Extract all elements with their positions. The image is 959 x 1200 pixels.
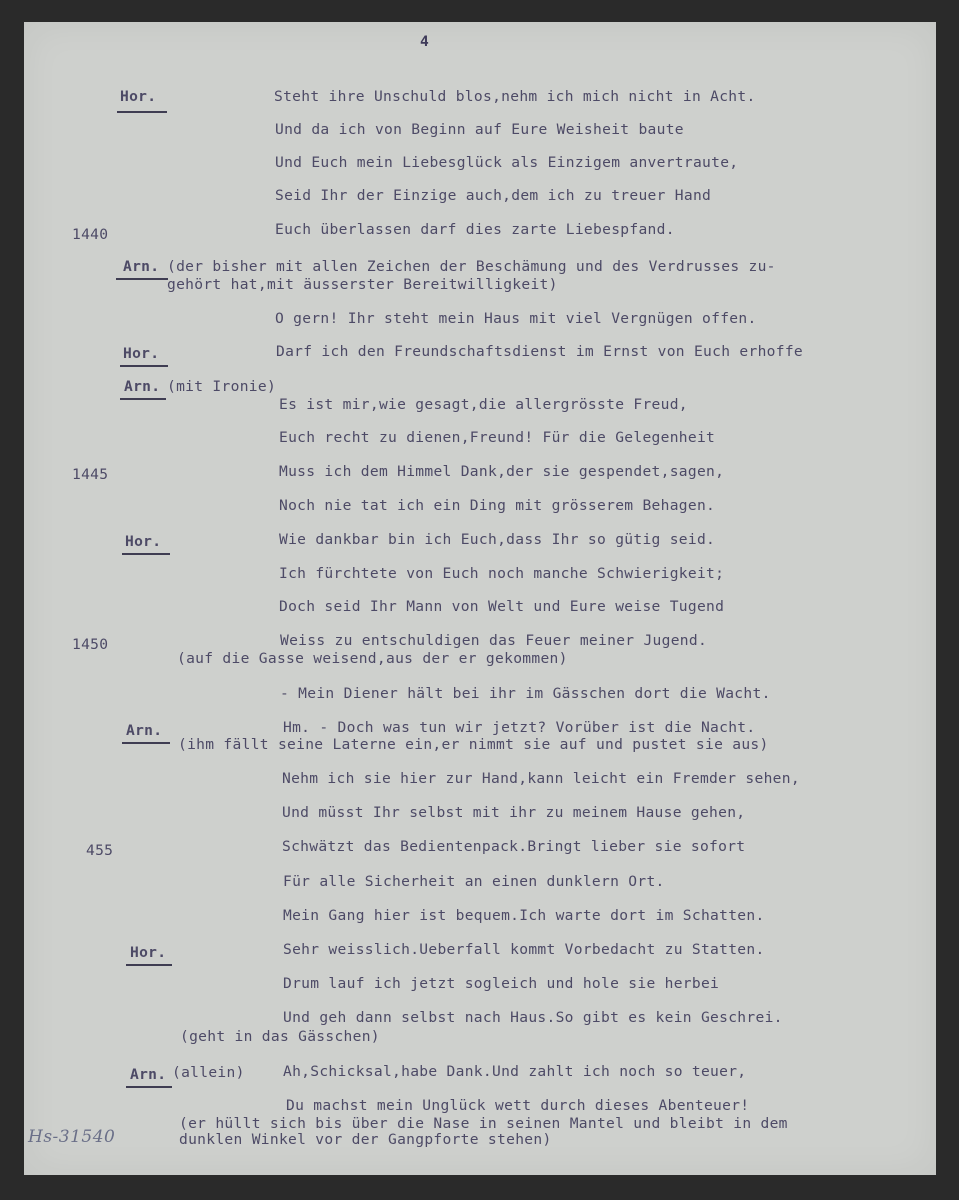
verse-line: Und geh dann selbst nach Haus.So gibt es kein Geschrei. — [283, 1009, 783, 1026]
verse-line: Noch nie tat ich ein Ding mit grösserem Behagen. — [279, 497, 716, 514]
line-number: 455 — [86, 842, 114, 859]
verse-line: Muss ich dem Himmel Dank,der sie gespendet,sagen, — [279, 463, 725, 480]
verse-line: Für alle Sicherheit an einen dunklern Ort. — [283, 873, 665, 890]
speaker-underline — [117, 111, 167, 113]
stage-direction: gehört hat,mit äusserster Bereitwilligkeit) — [167, 276, 558, 293]
speaker-hor: Hor. — [125, 533, 162, 550]
verse-line: Ich fürchtete von Euch noch manche Schwierigkeit; — [279, 565, 725, 582]
verse-line: Und müsst Ihr selbst mit ihr zu meinem Hause gehen, — [282, 804, 746, 821]
verse-line: O gern! Ihr steht mein Haus mit viel Vergnügen offen. — [275, 310, 757, 327]
speaker-underline — [126, 1086, 172, 1088]
stage-direction: (ihm fällt seine Laterne ein,er nimmt sie auf und pustet sie aus) — [178, 736, 769, 753]
verse-line: Darf ich den Freundschaftsdienst im Ernst von Euch erhoffe — [276, 343, 803, 360]
stage-direction: (geht in das Gässchen) — [180, 1028, 380, 1045]
verse-line: Seid Ihr der Einzige auch,dem ich zu treuer Hand — [275, 187, 712, 204]
verse-line: Und da ich von Beginn auf Eure Weisheit baute — [275, 121, 684, 138]
verse-line: Euch überlassen darf dies zarte Liebespfand. — [275, 221, 675, 238]
line-number: 1450 — [72, 636, 109, 653]
stage-direction: (der bisher mit allen Zeichen der Beschämung und des Verdrusses zu- — [167, 258, 776, 275]
verse-line: Ah,Schicksal,habe Dank.Und zahlt ich noch so teuer, — [283, 1063, 747, 1080]
verse-line: Nehm ich sie hier zur Hand,kann leicht ein Fremder sehen, — [282, 770, 800, 787]
stage-direction: dunklen Winkel vor der Gangpforte stehen) — [179, 1131, 552, 1148]
stage-direction: (er hüllt sich bis über die Nase in seinen Mantel und bleibt in dem — [179, 1115, 788, 1132]
page-number: 4 — [420, 33, 430, 50]
verse-line: Und Euch mein Liebesglück als Einzigem anvertraute, — [275, 154, 739, 171]
speaker-underline — [122, 742, 170, 744]
verse-line: Doch seid Ihr Mann von Welt und Eure weise Tugend — [279, 598, 725, 615]
verse-line: - Mein Diener hält bei ihr im Gässchen dort die Wacht. — [280, 685, 771, 702]
verse-line: Schwätzt das Bedientenpack.Bringt lieber sie sofort — [282, 838, 746, 855]
line-number: 1445 — [72, 466, 109, 483]
speaker-arn: Arn. — [123, 258, 160, 275]
stage-direction: (auf die Gasse weisend,aus der er gekommen) — [177, 650, 568, 667]
verse-line: Steht ihre Unschuld blos,nehm ich mich nicht in Acht. — [274, 88, 756, 105]
stage-direction: (allein) — [172, 1064, 245, 1081]
speaker-arn: Arn. — [124, 378, 161, 395]
verse-line: Hm. - Doch was tun wir jetzt? Vorüber ist die Nacht. — [283, 719, 756, 736]
verse-line: Mein Gang hier ist bequem.Ich warte dort im Schatten. — [283, 907, 765, 924]
verse-line: Euch recht zu dienen,Freund! Für die Gelegenheit — [279, 429, 716, 446]
verse-line: Drum lauf ich jetzt sogleich und hole sie herbei — [283, 975, 720, 992]
speaker-hor: Hor. — [123, 345, 160, 362]
line-number: 1440 — [72, 226, 109, 243]
archive-signature: Hs-31540 — [28, 1127, 116, 1147]
speaker-hor: Hor. — [120, 88, 157, 105]
verse-line: Es ist mir,wie gesagt,die allergrösste Freud, — [279, 396, 688, 413]
speaker-hor: Hor. — [130, 944, 167, 961]
verse-line: Wie dankbar bin ich Euch,dass Ihr so gütig seid. — [279, 531, 716, 548]
stage-direction: (mit Ironie) — [167, 378, 277, 395]
speaker-arn: Arn. — [130, 1066, 167, 1083]
speaker-arn: Arn. — [126, 722, 163, 739]
typescript-page — [24, 22, 936, 1175]
speaker-underline — [126, 964, 172, 966]
verse-line: Sehr weisslich.Ueberfall kommt Vorbedacht zu Statten. — [283, 941, 765, 958]
speaker-underline — [120, 365, 168, 367]
speaker-underline — [122, 553, 170, 555]
speaker-underline — [116, 278, 168, 280]
verse-line: Du machst mein Unglück wett durch dieses Abenteuer! — [286, 1097, 750, 1114]
speaker-underline — [120, 398, 166, 400]
verse-line: Weiss zu entschuldigen das Feuer meiner Jugend. — [280, 632, 708, 649]
